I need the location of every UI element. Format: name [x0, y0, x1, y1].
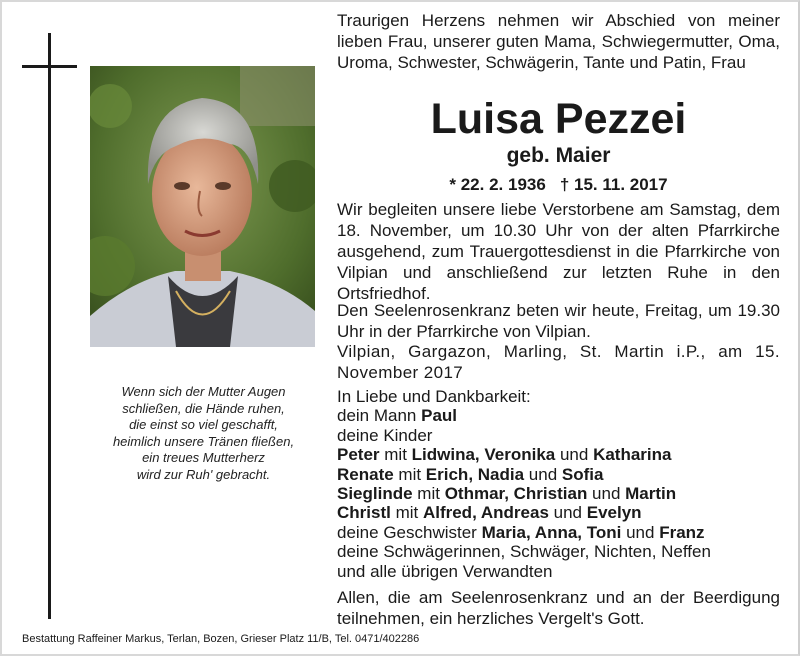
family-last-name: Martin	[625, 484, 677, 504]
family-last-name: Evelyn	[586, 503, 642, 523]
siblings-names: Maria, Anna, Toni	[481, 522, 622, 542]
inlaws-line: deine Schwägerinnen, Schwäger, Nichten, Neffen	[337, 542, 711, 562]
connector: mit	[412, 484, 445, 504]
funeral-text: Wir begleiten unsere liebe Verstorbene am Samstag, dem 18. November, um 10.30 Uhr von der alten Pfarrkirche ausgehend, zum Trauergottesdienst in die Pfarrkirche von Vilpian und anschließend zur letzten Ruhe in den Ortsfriedhof.	[337, 200, 780, 303]
mourners-list	[337, 387, 780, 581]
poem-line: wird zur Ruh' gebracht.	[136, 466, 271, 482]
birth-date: * 22. 2. 1936	[449, 175, 546, 194]
death-date: † 15. 11. 2017	[559, 175, 668, 194]
family-line	[337, 465, 780, 484]
poem-line: ein treues Mutterherz	[142, 450, 265, 466]
children-label: deine Kinder	[337, 425, 433, 445]
life-dates	[337, 174, 780, 196]
connector: und	[548, 503, 587, 523]
child-name: Renate	[337, 464, 394, 484]
poem-line: heimlich unsere Tränen fließen,	[112, 433, 295, 449]
family-last-name: Katharina	[593, 445, 672, 465]
child-name: Christl	[337, 503, 391, 523]
connector: und	[524, 464, 562, 484]
child-name: Peter	[337, 445, 380, 465]
mourners-heading: In Liebe und Dankbarkeit:	[337, 387, 531, 406]
husband-prefix: dein Mann	[337, 406, 422, 426]
siblings-prefix: deine Geschwister	[337, 522, 482, 542]
relatives-line: und alle übrigen Verwandten	[337, 561, 553, 581]
connector: und	[555, 445, 594, 465]
rosary-text: Den Seelenrosenkranz beten wir heute, Freitag, um 19.30 Uhr in der Pfarrkirche von Vilpian.	[337, 301, 780, 341]
cross-icon-bar	[22, 65, 77, 68]
family-names: Lidwina, Veronika	[411, 445, 556, 465]
funeral-home-footer: Bestattung Raffeiner Markus, Terlan, Bozen, Grieser Platz 11/B, Tel. 0471/402286	[22, 633, 420, 645]
poem-line: die einst so viel geschafft,	[129, 417, 278, 433]
family-line	[337, 445, 780, 464]
place-date: Vilpian, Gargazon, Marling, St. Martin i.P., am 15. November 2017	[337, 342, 780, 382]
connector: mit	[379, 445, 412, 465]
siblings-last-name: Franz	[659, 522, 705, 542]
connector: mit	[393, 464, 426, 484]
family-line	[337, 484, 780, 503]
siblings-line	[337, 523, 780, 542]
family-last-name: Sofia	[561, 464, 604, 484]
family-names: Othmar, Christian	[444, 484, 588, 504]
thanks-text: Allen, die am Seelenrosenkranz und an der Beerdigung teilnehmen, ein herzliches Vergelt's Gott.	[337, 588, 780, 628]
connector: mit	[390, 503, 423, 523]
portrait-photo	[90, 66, 315, 347]
family-names: Erich, Nadia	[425, 464, 525, 484]
husband-line	[337, 406, 780, 425]
portrait-illustration	[90, 66, 315, 347]
child-name: Sieglinde	[337, 484, 413, 504]
poem-line: Wenn sich der Mutter Augen	[121, 384, 286, 399]
maiden-name: geb. Maier	[506, 144, 611, 167]
intro-text: Traurigen Herzens nehmen wir Abschied von meiner lieben Frau, unserer guten Mama, Schwiegermutter, Oma, Uroma, Schwester, Schwägerin, Tante und Patin, Frau	[337, 11, 780, 72]
connector: und	[587, 484, 626, 504]
family-line	[337, 503, 780, 522]
deceased-name: Luisa Pezzei	[430, 95, 687, 143]
connector: und	[621, 522, 660, 542]
husband-name: Paul	[421, 406, 458, 426]
family-names: Alfred, Andreas	[422, 503, 549, 523]
cross-icon	[48, 33, 51, 619]
poem-line: schließen, die Hände ruhen,	[122, 400, 285, 416]
poem	[92, 384, 315, 484]
